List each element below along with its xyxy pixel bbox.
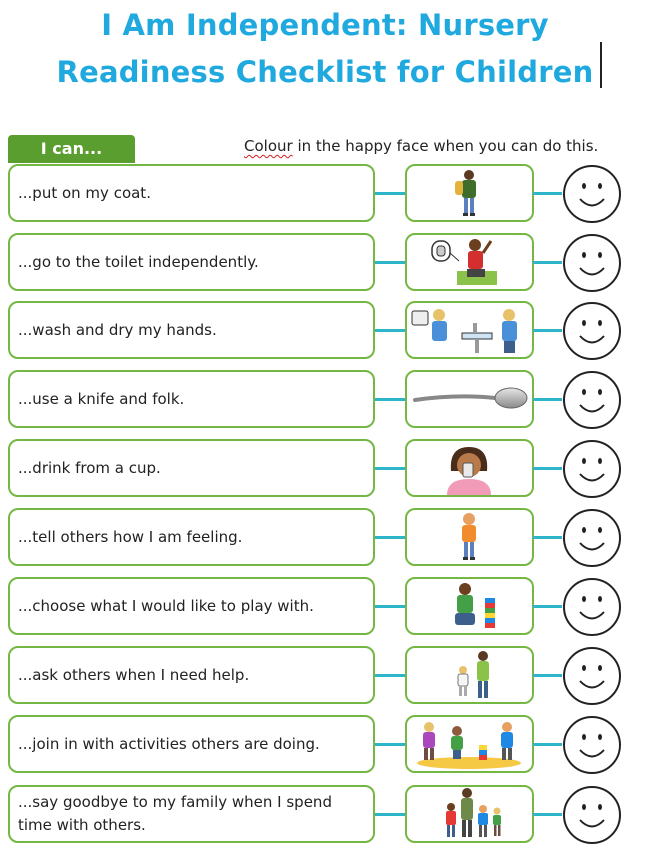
checklist-row bbox=[0, 370, 650, 432]
item-picture bbox=[405, 439, 534, 497]
checklist-row bbox=[0, 785, 650, 847]
item-picture bbox=[405, 577, 534, 635]
child-standing-icon bbox=[407, 510, 532, 564]
item-picture bbox=[405, 164, 534, 222]
connector-line bbox=[533, 192, 562, 195]
item-picture bbox=[405, 508, 534, 566]
happy-face-icon[interactable] bbox=[562, 715, 622, 775]
child-toilet-icon bbox=[407, 235, 532, 289]
connector-line bbox=[375, 398, 406, 401]
connector-line bbox=[375, 813, 406, 816]
item-text: ...choose what I would like to play with. bbox=[8, 577, 375, 635]
connector-line bbox=[375, 605, 406, 608]
connector-line bbox=[533, 813, 562, 816]
checklist-row bbox=[0, 164, 650, 226]
connector-line bbox=[533, 605, 562, 608]
item-text: ...use a knife and folk. bbox=[8, 370, 375, 428]
checklist-row bbox=[0, 301, 650, 363]
item-text: ...put on my coat. bbox=[8, 164, 375, 222]
item-picture bbox=[405, 301, 534, 359]
checklist-row bbox=[0, 508, 650, 570]
item-text: ...join in with activities others are doing. bbox=[8, 715, 375, 773]
happy-face-icon[interactable] bbox=[562, 233, 622, 293]
instruction-word-colour: Colour bbox=[244, 137, 293, 155]
child-blocks-icon bbox=[407, 579, 532, 633]
happy-face-icon[interactable] bbox=[562, 785, 622, 845]
connector-line bbox=[375, 743, 406, 746]
happy-face-icon[interactable] bbox=[562, 508, 622, 568]
connector-line bbox=[375, 261, 406, 264]
connector-line bbox=[375, 329, 406, 332]
happy-face-icon[interactable] bbox=[562, 646, 622, 706]
checklist-row bbox=[0, 439, 650, 501]
item-picture bbox=[405, 715, 534, 773]
happy-face-icon[interactable] bbox=[562, 577, 622, 637]
page-title bbox=[0, 2, 650, 96]
checklist-row bbox=[0, 646, 650, 708]
family-icon bbox=[407, 787, 532, 841]
spoon-icon bbox=[407, 372, 532, 426]
checklist-row bbox=[0, 577, 650, 639]
i-can-tab: I can... bbox=[8, 135, 135, 163]
item-text: ...ask others when I need help. bbox=[8, 646, 375, 704]
connector-line bbox=[533, 467, 562, 470]
children-playing-icon bbox=[407, 717, 532, 771]
connector-line bbox=[375, 536, 406, 539]
connector-line bbox=[375, 467, 406, 470]
instruction-rest: in the happy face when you can do this. bbox=[292, 137, 599, 155]
item-picture bbox=[405, 370, 534, 428]
child-drinking-cup-icon bbox=[407, 441, 532, 495]
happy-face-icon[interactable] bbox=[562, 301, 622, 361]
connector-line bbox=[533, 536, 562, 539]
item-text: ...wash and dry my hands. bbox=[8, 301, 375, 359]
happy-face-icon[interactable] bbox=[562, 164, 622, 224]
happy-face-icon[interactable] bbox=[562, 439, 622, 499]
child-washing-hands-icon bbox=[407, 303, 532, 357]
item-text: ...say goodbye to my family when I spend time with others. bbox=[8, 785, 375, 843]
title-line-2: Readiness Checklist for Children bbox=[56, 55, 594, 89]
connector-line bbox=[533, 329, 562, 332]
item-text: ...tell others how I am feeling. bbox=[8, 508, 375, 566]
item-text: ...drink from a cup. bbox=[8, 439, 375, 497]
connector-line bbox=[533, 743, 562, 746]
item-picture bbox=[405, 233, 534, 291]
instruction-text bbox=[244, 137, 598, 155]
connector-line bbox=[375, 674, 406, 677]
connector-line bbox=[533, 674, 562, 677]
happy-face-icon[interactable] bbox=[562, 370, 622, 430]
child-putting-on-coat-icon bbox=[407, 166, 532, 220]
item-picture bbox=[405, 785, 534, 843]
item-picture bbox=[405, 646, 534, 704]
checklist-row bbox=[0, 233, 650, 295]
text-cursor bbox=[600, 42, 602, 88]
connector-line bbox=[375, 192, 406, 195]
title-line-1: I Am Independent: Nursery bbox=[101, 8, 549, 42]
connector-line bbox=[533, 398, 562, 401]
adult-and-child-icon bbox=[407, 648, 532, 702]
connector-line bbox=[533, 261, 562, 264]
checklist-row bbox=[0, 715, 650, 777]
item-text: ...go to the toilet independently. bbox=[8, 233, 375, 291]
